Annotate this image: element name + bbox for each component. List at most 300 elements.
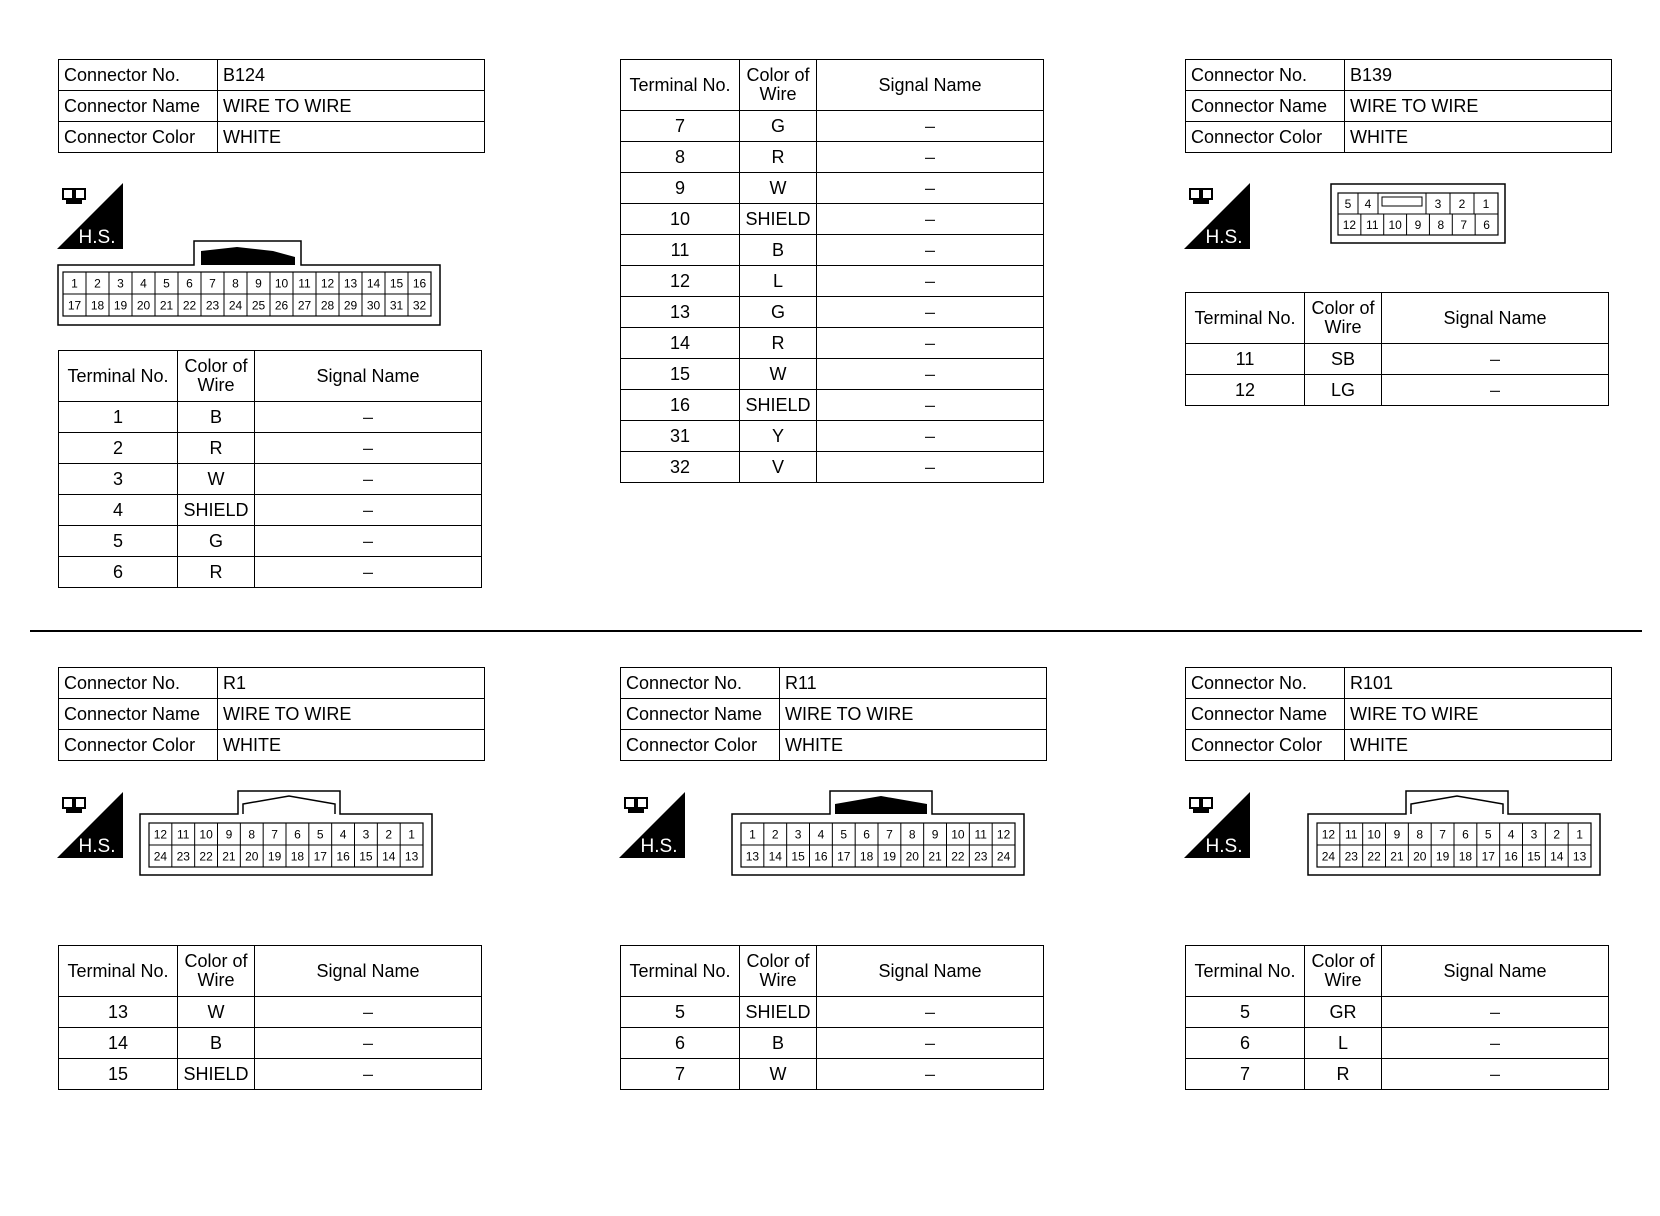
pin-number: 19 <box>113 298 128 313</box>
b124-info-block <box>58 59 485 153</box>
pin-number: 19 <box>882 849 897 864</box>
pin-number: 1 <box>749 827 756 842</box>
table-row <box>621 421 1044 452</box>
pin-number: 16 <box>336 849 350 864</box>
pin-number: 21 <box>928 849 942 864</box>
pin-number: 32 <box>412 298 427 313</box>
signal-name-cell: – <box>817 390 1044 421</box>
pin-number: 24 <box>153 849 168 864</box>
terminal-no-cell: 5 <box>621 997 740 1028</box>
pin-number: 26 <box>274 298 289 313</box>
table-row <box>59 402 482 433</box>
pin-number: 3 <box>794 827 802 842</box>
terminal-no-cell: 5 <box>59 526 178 557</box>
pin-number: 18 <box>90 298 105 313</box>
hs-connector-icon <box>57 792 123 858</box>
signal-name-cell: – <box>817 204 1044 235</box>
connector-color-value: WHITE <box>1345 122 1612 153</box>
terminal-no-cell: 6 <box>621 1028 740 1059</box>
connector-name-value: WIRE TO WIRE <box>780 699 1047 730</box>
signal-name-cell: – <box>817 1059 1044 1090</box>
pin-number: 24 <box>1321 849 1336 864</box>
color-of-wire-header: Color of Wire <box>740 946 817 997</box>
pin-number: 1 <box>408 827 415 842</box>
connector-no-value: R11 <box>780 668 1047 699</box>
wire-color-cell: W <box>740 173 817 204</box>
wire-color-cell: B <box>178 1028 255 1059</box>
pin-number: 5 <box>1484 827 1492 842</box>
pin-number: 17 <box>67 298 82 313</box>
pin-number: 17 <box>837 849 851 864</box>
terminal-no-header: Terminal No. <box>621 60 740 111</box>
b124-terminal-table <box>58 350 482 588</box>
wire-color-cell: G <box>740 297 817 328</box>
hs-label: H.S. <box>1205 227 1243 248</box>
pin-number: 7 <box>1460 218 1468 232</box>
pin-number: 15 <box>791 849 805 864</box>
table-row <box>621 1059 1044 1090</box>
b124-terminal-block <box>58 350 482 588</box>
pin-number: 8 <box>1437 218 1445 232</box>
pin-number: 10 <box>199 827 213 842</box>
r1-info-block <box>58 667 485 761</box>
connector-color-label: Connector Color <box>1186 122 1345 153</box>
table-row <box>59 1059 482 1090</box>
signal-name-cell: – <box>255 402 482 433</box>
pin-number: 18 <box>859 849 874 864</box>
signal-name-cell: – <box>817 1028 1044 1059</box>
connector-color-value: WHITE <box>780 730 1047 761</box>
pin-number: 12 <box>1342 218 1357 232</box>
signal-name-cell: – <box>255 557 482 588</box>
signal-name-cell: – <box>817 266 1044 297</box>
pin-number: 2 <box>1458 197 1466 211</box>
pin-number: 28 <box>320 298 335 313</box>
pin-number: 5 <box>1344 197 1352 211</box>
terminal-no-cell: 7 <box>621 1059 740 1090</box>
pin-number: 22 <box>1367 849 1381 864</box>
pin-number: 17 <box>313 849 327 864</box>
color-of-wire-header: Color of Wire <box>178 946 255 997</box>
table-row <box>621 359 1044 390</box>
pin-number: 9 <box>1393 827 1401 842</box>
terminal-no-cell: 6 <box>1186 1028 1305 1059</box>
pin-number: 9 <box>931 827 939 842</box>
signal-name-header: Signal Name <box>255 946 482 997</box>
hs-connector-icon <box>619 792 685 858</box>
pin-number: 9 <box>225 827 233 842</box>
pin-number: 13 <box>343 276 358 291</box>
terminal-no-cell: 14 <box>621 328 740 359</box>
wire-color-cell: B <box>740 235 817 266</box>
table-row <box>59 526 482 557</box>
pin-number: 18 <box>290 849 305 864</box>
terminal-no-cell: 13 <box>621 297 740 328</box>
pin-number: 22 <box>182 298 197 313</box>
pin-number: 7 <box>886 827 893 842</box>
pin-number: 8 <box>232 276 239 291</box>
section-divider <box>30 630 1642 632</box>
table-row <box>1186 997 1609 1028</box>
pin-number: 22 <box>199 849 213 864</box>
connector-name-value: WIRE TO WIRE <box>218 91 485 122</box>
pin-number: 19 <box>1435 849 1450 864</box>
terminal-no-cell: 3 <box>59 464 178 495</box>
terminal-no-cell: 11 <box>621 235 740 266</box>
terminal-no-header: Terminal No. <box>59 351 178 402</box>
wire-color-cell: GR <box>1305 997 1382 1028</box>
signal-name-header: Signal Name <box>255 351 482 402</box>
connector-name-value: WIRE TO WIRE <box>1345 91 1612 122</box>
pin-number: 10 <box>1388 218 1402 232</box>
pin-number: 2 <box>94 276 101 291</box>
pin-number: 22 <box>951 849 965 864</box>
pin-number: 20 <box>245 849 259 864</box>
connector-no-label: Connector No. <box>59 60 218 91</box>
pin-number: 23 <box>974 849 988 864</box>
pin-number: 4 <box>1507 827 1515 842</box>
table-row <box>621 142 1044 173</box>
b139-terminal-table <box>1185 292 1609 406</box>
color-of-wire-header: Color of Wire <box>1305 946 1382 997</box>
terminal-no-header: Terminal No. <box>1186 293 1305 344</box>
table-row <box>621 328 1044 359</box>
hs-label: H.S. <box>1205 836 1243 857</box>
pin-number: 10 <box>274 276 289 291</box>
pin-number: 14 <box>366 276 381 291</box>
terminal-no-cell: 7 <box>1186 1059 1305 1090</box>
connector-no-value: R101 <box>1345 668 1612 699</box>
hs-connector-icon <box>1184 183 1250 249</box>
table-row <box>621 452 1044 483</box>
wire-color-cell: Y <box>740 421 817 452</box>
pin-number: 18 <box>1458 849 1473 864</box>
r1-terminal-block <box>58 945 482 1090</box>
wire-color-cell: SHIELD <box>740 204 817 235</box>
signal-name-cell: – <box>255 997 482 1028</box>
wire-color-cell: SHIELD <box>740 390 817 421</box>
table-row <box>1186 1028 1609 1059</box>
signal-name-header: Signal Name <box>817 946 1044 997</box>
connector-color-value: WHITE <box>1345 730 1612 761</box>
signal-name-cell: – <box>1382 997 1609 1028</box>
terminal-no-header: Terminal No. <box>59 946 178 997</box>
pin-number: 2 <box>1553 827 1561 842</box>
pin-number: 23 <box>176 849 190 864</box>
terminal-no-cell: 15 <box>59 1059 178 1090</box>
pin-number: 1 <box>71 276 78 291</box>
connector-color-label: Connector Color <box>59 122 218 153</box>
r11-terminal-block <box>620 945 1044 1090</box>
wire-color-cell: L <box>740 266 817 297</box>
table-row <box>1186 344 1609 375</box>
pin-number: 29 <box>343 298 358 313</box>
table-row <box>59 557 482 588</box>
pin-number: 4 <box>339 827 347 842</box>
connector-color-value: WHITE <box>218 730 485 761</box>
connector-name-value: WIRE TO WIRE <box>218 699 485 730</box>
terminal-no-cell: 15 <box>621 359 740 390</box>
table-row <box>621 297 1044 328</box>
wire-color-cell: R <box>740 328 817 359</box>
color-of-wire-header: Color of Wire <box>740 60 817 111</box>
b124-terminal-cont-block <box>620 59 1044 483</box>
signal-name-cell: – <box>817 111 1044 142</box>
b139-info-block <box>1185 59 1612 153</box>
pin-number: 15 <box>389 276 404 291</box>
pin-number: 1 <box>1576 827 1583 842</box>
pin-number: 8 <box>908 827 916 842</box>
pin-number: 7 <box>1439 827 1446 842</box>
signal-name-cell: – <box>817 452 1044 483</box>
table-row <box>621 1028 1044 1059</box>
pin-number: 13 <box>404 849 419 864</box>
pin-number: 11 <box>177 827 190 842</box>
wire-color-cell: R <box>740 142 817 173</box>
signal-name-header: Signal Name <box>1382 293 1609 344</box>
terminal-no-cell: 32 <box>621 452 740 483</box>
signal-name-cell: – <box>255 433 482 464</box>
hs-label: H.S. <box>640 836 678 857</box>
pin-number: 21 <box>1390 849 1404 864</box>
hs-connector-icon <box>1184 792 1250 858</box>
pin-number: 7 <box>271 827 278 842</box>
r1-info-table <box>58 667 485 761</box>
wire-color-cell: SB <box>1305 344 1382 375</box>
r101-connector-face <box>1307 790 1601 876</box>
connector-name-label: Connector Name <box>621 699 780 730</box>
pin-number: 3 <box>362 827 370 842</box>
pin-number: 20 <box>905 849 919 864</box>
b124-terminal-cont-table <box>620 59 1044 483</box>
b124-connector-face <box>57 240 441 326</box>
terminal-no-cell: 11 <box>1186 344 1305 375</box>
pin-number: 1 <box>1482 197 1490 211</box>
pin-number: 8 <box>248 827 256 842</box>
terminal-no-cell: 16 <box>621 390 740 421</box>
wire-color-cell: G <box>178 526 255 557</box>
pin-number: 6 <box>1462 827 1469 842</box>
table-row <box>59 1028 482 1059</box>
table-row <box>621 235 1044 266</box>
wire-color-cell: B <box>178 402 255 433</box>
connector-no-value: B139 <box>1345 60 1612 91</box>
pin-number: 13 <box>745 849 760 864</box>
pin-number: 12 <box>320 276 335 291</box>
terminal-no-cell: 1 <box>59 402 178 433</box>
b124-info-table <box>58 59 485 153</box>
pin-number: 7 <box>209 276 216 291</box>
pin-number: 14 <box>382 849 396 864</box>
pin-number: 12 <box>1321 827 1336 842</box>
pin-number: 24 <box>228 298 243 313</box>
signal-name-cell: – <box>255 1059 482 1090</box>
pin-number: 6 <box>186 276 193 291</box>
terminal-no-cell: 9 <box>621 173 740 204</box>
connector-name-label: Connector Name <box>1186 699 1345 730</box>
wire-color-cell: LG <box>1305 375 1382 406</box>
connector-no-value: B124 <box>218 60 485 91</box>
r11-connector-face <box>731 790 1025 876</box>
signal-name-cell: – <box>1382 1028 1609 1059</box>
wire-color-cell: R <box>1305 1059 1382 1090</box>
table-row <box>1186 375 1609 406</box>
wire-color-cell: B <box>740 1028 817 1059</box>
signal-name-cell: – <box>817 142 1044 173</box>
pin-number: 15 <box>1527 849 1541 864</box>
signal-name-cell: – <box>817 328 1044 359</box>
signal-name-header: Signal Name <box>817 60 1044 111</box>
pin-number: 16 <box>1504 849 1518 864</box>
pin-number: 5 <box>840 827 848 842</box>
connector-name-label: Connector Name <box>59 699 218 730</box>
wire-color-cell: L <box>1305 1028 1382 1059</box>
pin-number: 3 <box>117 276 124 291</box>
color-of-wire-header: Color of Wire <box>1305 293 1382 344</box>
terminal-no-cell: 2 <box>59 433 178 464</box>
table-row <box>59 433 482 464</box>
wire-color-cell: SHIELD <box>740 997 817 1028</box>
pin-number: 12 <box>996 827 1011 842</box>
pin-number: 3 <box>1530 827 1538 842</box>
pin-number: 21 <box>222 849 236 864</box>
pin-number: 23 <box>205 298 220 313</box>
terminal-no-cell: 31 <box>621 421 740 452</box>
pin-number: 12 <box>153 827 168 842</box>
connector-name-label: Connector Name <box>1186 91 1345 122</box>
pin-number: 4 <box>140 276 147 291</box>
terminal-no-header: Terminal No. <box>1186 946 1305 997</box>
pin-number: 25 <box>251 298 266 313</box>
pin-number: 9 <box>255 276 262 291</box>
terminal-no-cell: 6 <box>59 557 178 588</box>
pin-number: 3 <box>1434 197 1442 211</box>
terminal-no-cell: 5 <box>1186 997 1305 1028</box>
connector-no-label: Connector No. <box>59 668 218 699</box>
table-row <box>59 495 482 526</box>
terminal-no-cell: 7 <box>621 111 740 142</box>
signal-name-cell: – <box>1382 1059 1609 1090</box>
signal-name-cell: – <box>817 297 1044 328</box>
terminal-no-cell: 14 <box>59 1028 178 1059</box>
signal-name-header: Signal Name <box>1382 946 1609 997</box>
connector-color-value: WHITE <box>218 122 485 153</box>
pin-number: 30 <box>366 298 381 313</box>
signal-name-cell: – <box>817 235 1044 266</box>
signal-name-cell: – <box>817 997 1044 1028</box>
terminal-no-cell: 12 <box>621 266 740 297</box>
pin-number: 20 <box>136 298 151 313</box>
pin-number: 5 <box>316 827 324 842</box>
pin-number: 11 <box>1345 827 1358 842</box>
pin-number: 15 <box>359 849 373 864</box>
signal-name-cell: – <box>817 173 1044 204</box>
wire-color-cell: G <box>740 111 817 142</box>
signal-name-cell: – <box>817 421 1044 452</box>
pin-number: 14 <box>1550 849 1564 864</box>
terminal-no-header: Terminal No. <box>621 946 740 997</box>
table-row <box>621 390 1044 421</box>
table-row <box>621 173 1044 204</box>
pin-number: 23 <box>1344 849 1358 864</box>
pin-number: 21 <box>159 298 174 313</box>
r11-terminal-table <box>620 945 1044 1090</box>
table-row <box>59 464 482 495</box>
r1-connector-face <box>139 790 433 876</box>
pin-number: 11 <box>298 276 311 291</box>
table-row <box>621 204 1044 235</box>
signal-name-cell: – <box>1382 344 1609 375</box>
connector-name-label: Connector Name <box>59 91 218 122</box>
pin-number: 13 <box>1572 849 1587 864</box>
pin-number: 17 <box>1481 849 1495 864</box>
table-row <box>621 266 1044 297</box>
pin-number: 2 <box>771 827 779 842</box>
signal-name-cell: – <box>817 359 1044 390</box>
pin-number: 8 <box>1416 827 1424 842</box>
pin-number: 4 <box>1364 197 1372 211</box>
pin-number: 9 <box>1414 218 1422 232</box>
wire-color-cell: R <box>178 557 255 588</box>
r101-info-table <box>1185 667 1612 761</box>
pin-number: 16 <box>412 276 427 291</box>
hs-label: H.S. <box>78 836 116 857</box>
table-row <box>621 997 1044 1028</box>
b139-connector-face <box>1330 183 1506 245</box>
pin-number: 16 <box>814 849 828 864</box>
wire-color-cell: W <box>178 997 255 1028</box>
signal-name-cell: – <box>1382 375 1609 406</box>
r1-terminal-table <box>58 945 482 1090</box>
connector-color-label: Connector Color <box>1186 730 1345 761</box>
pin-number: 24 <box>996 849 1011 864</box>
pin-number: 10 <box>951 827 965 842</box>
signal-name-cell: – <box>255 1028 482 1059</box>
pin-number: 2 <box>385 827 393 842</box>
pin-number: 6 <box>1483 218 1490 232</box>
pin-number: 5 <box>163 276 170 291</box>
wire-color-cell: V <box>740 452 817 483</box>
terminal-no-cell: 10 <box>621 204 740 235</box>
connector-no-label: Connector No. <box>621 668 780 699</box>
terminal-no-cell: 13 <box>59 997 178 1028</box>
hs-label: H.S. <box>78 227 116 248</box>
table-row <box>621 111 1044 142</box>
connector-no-label: Connector No. <box>1186 60 1345 91</box>
signal-name-cell: – <box>255 495 482 526</box>
terminal-no-cell: 8 <box>621 142 740 173</box>
pin-number: 31 <box>389 298 404 313</box>
terminal-no-cell: 4 <box>59 495 178 526</box>
color-of-wire-header: Color of Wire <box>178 351 255 402</box>
r11-info-block <box>620 667 1047 761</box>
connector-no-value: R1 <box>218 668 485 699</box>
wire-color-cell: SHIELD <box>178 1059 255 1090</box>
connector-name-value: WIRE TO WIRE <box>1345 699 1612 730</box>
b139-terminal-block <box>1185 292 1609 406</box>
wire-color-cell: W <box>740 1059 817 1090</box>
pin-number: 14 <box>768 849 782 864</box>
r11-info-table <box>620 667 1047 761</box>
table-row <box>1186 1059 1609 1090</box>
wire-color-cell: R <box>178 433 255 464</box>
pin-number: 10 <box>1367 827 1381 842</box>
pin-number: 27 <box>297 298 312 313</box>
pin-number: 6 <box>294 827 301 842</box>
wire-color-cell: SHIELD <box>178 495 255 526</box>
wire-color-cell: W <box>740 359 817 390</box>
pin-number: 11 <box>1366 218 1379 232</box>
